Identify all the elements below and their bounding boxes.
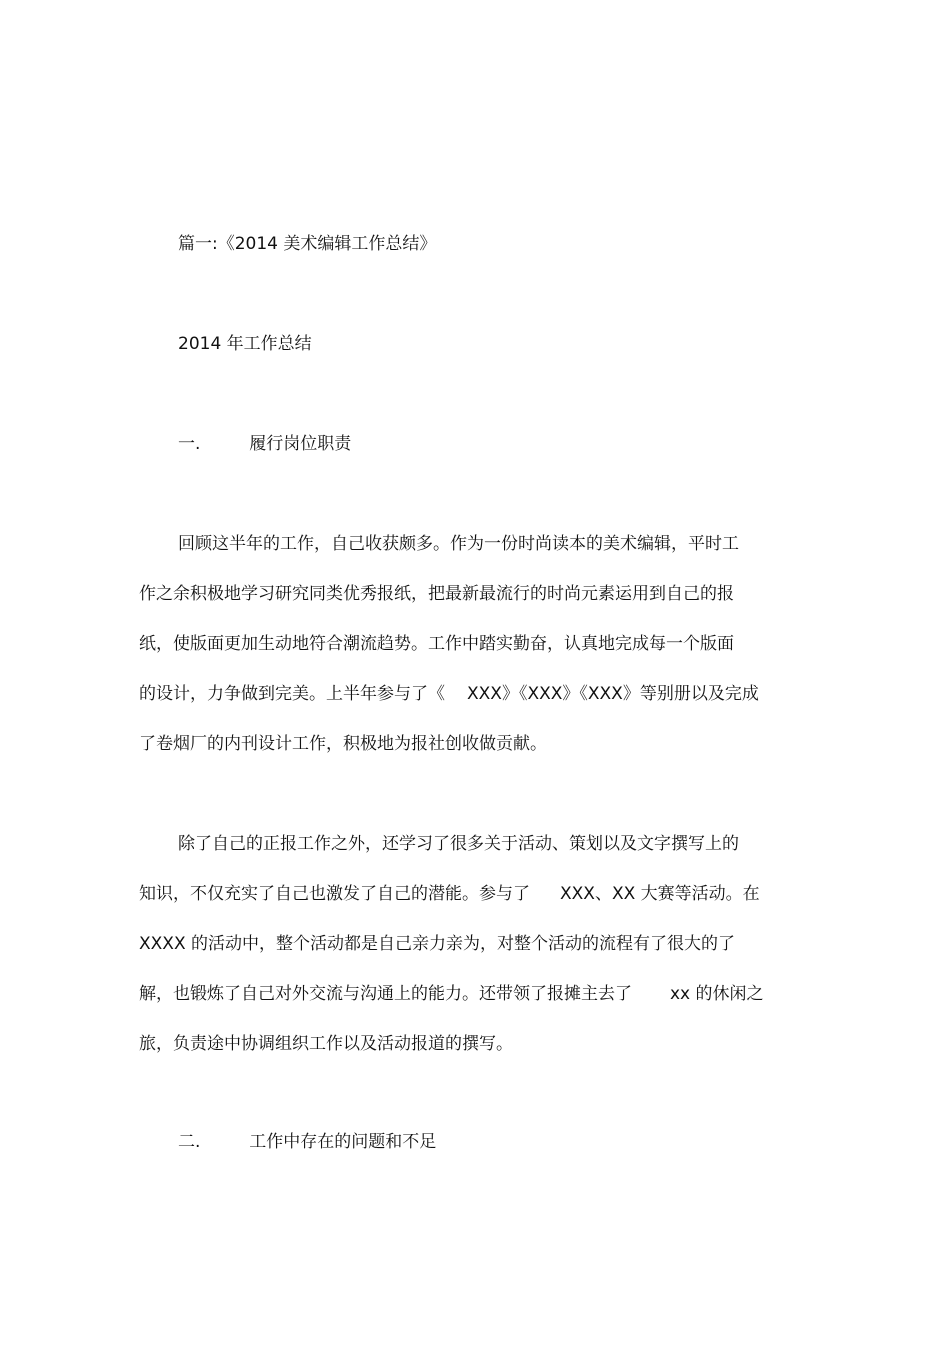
paragraph-1-line-4-part-a: 的设计，力争做到完美。上半年参与了《 bbox=[139, 684, 445, 704]
article-title-text: 篇一:《2014 美术编辑工作总结》 bbox=[178, 234, 437, 254]
paragraph-2-line-1: 除了自己的正报工作之外，还学习了很多关于活动、策划以及文字撰写上的 bbox=[178, 834, 739, 854]
paragraph-1-line-1: 回顾这半年的工作，自己收获颇多。作为一份时尚读本的美术编辑，平时工 bbox=[178, 534, 739, 554]
section-number-1: 一. bbox=[178, 434, 201, 454]
paragraph-1-line-5: 了卷烟厂的内刊设计工作，积极地为报社创收做贡献。 bbox=[139, 734, 547, 754]
section-heading-2 bbox=[178, 1130, 436, 1154]
paragraph-2-line-2 bbox=[139, 882, 760, 906]
paragraph-2-line-3: XXXX 的活动中，整个活动都是自己亲力亲为，对整个活动的流程有了很大的了 bbox=[139, 934, 735, 954]
paragraph-2-line-4 bbox=[139, 982, 764, 1006]
paragraph-1-line-2: 作之余积极地学习研究同类优秀报纸，把最新最流行的时尚元素运用到自己的报 bbox=[139, 584, 734, 604]
article-title bbox=[178, 232, 436, 256]
section-number-2: 二. bbox=[178, 1132, 201, 1152]
paragraph-2-line-2-part-b: XXX、XX 大赛等活动。在 bbox=[560, 884, 760, 904]
summary-title bbox=[178, 332, 312, 356]
paragraph-1-line-4 bbox=[139, 682, 759, 706]
section-title-1: 履行岗位职责 bbox=[249, 434, 352, 454]
section-title-2: 工作中存在的问题和不足 bbox=[249, 1132, 437, 1152]
summary-title-text: 2014 年工作总结 bbox=[178, 334, 312, 354]
paragraph-1-line-4-part-b: XXX》《XXX》《XXX》等别册以及完成 bbox=[467, 684, 759, 704]
section-heading-1 bbox=[178, 432, 351, 456]
paragraph-1-line-3: 纸，使版面更加生动地符合潮流趋势。工作中踏实勤奋，认真地完成每一个版面 bbox=[139, 634, 734, 654]
paragraph-2-line-2-part-a: 知识，不仅充实了自己也激发了自己的潜能。参与了 bbox=[139, 884, 530, 904]
paragraph-2-line-4-part-a: 解，也锻炼了自己对外交流与沟通上的能力。还带领了报摊主去了 bbox=[139, 984, 632, 1004]
paragraph-2-line-5: 旅，负责途中协调组织工作以及活动报道的撰写。 bbox=[139, 1034, 513, 1054]
paragraph-2-line-4-part-b: xx 的休闲之 bbox=[670, 984, 764, 1004]
